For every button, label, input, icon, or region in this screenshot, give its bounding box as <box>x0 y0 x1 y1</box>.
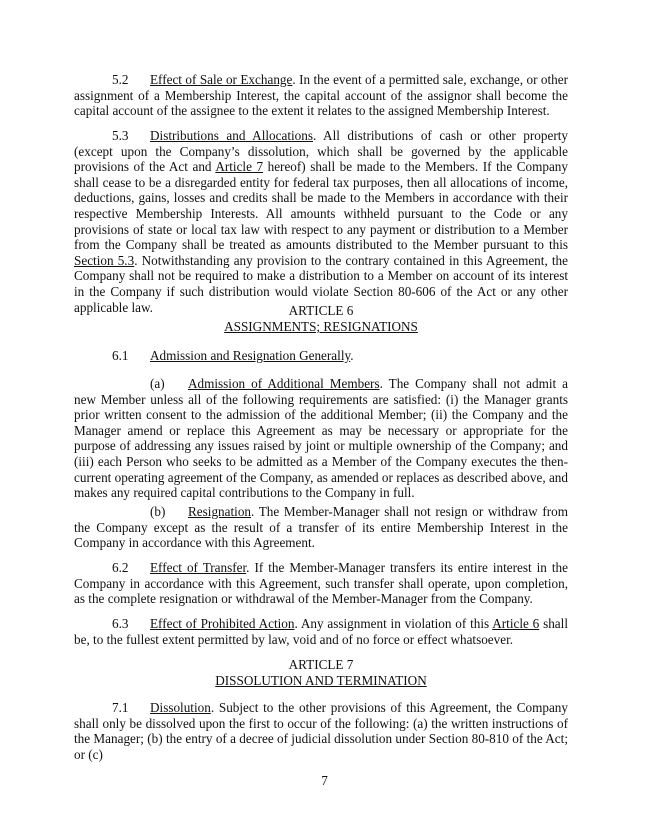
article-6-heading <box>74 319 568 335</box>
subsection-title: Admission of Additional Members <box>188 376 380 391</box>
subsection-6-1-b <box>74 504 568 551</box>
subsection-text: . The Member-Manager shall not resign or withdraw from the Company except as the result of a transfer of its entire Membership Interest in the Company in accordance with this Agreement. <box>74 504 568 551</box>
section-5-2 <box>74 72 568 119</box>
section-number: 6.3 <box>112 616 129 631</box>
section-text: . Any assignment in violation of this <box>294 616 493 631</box>
subsection-label: (a) <box>150 376 165 391</box>
cross-reference-section-5-3: Section 5.3 <box>74 252 135 268</box>
section-text: shall be, to the fullest extent permitted by law, void and of no force or effect whatsoever. <box>74 616 568 647</box>
section-6-1 <box>112 348 354 364</box>
article-7-title: DISSOLUTION AND TERMINATION <box>215 673 427 688</box>
subsection-title: Resignation <box>188 504 252 519</box>
section-text: . Notwithstanding any provision to the contrary contained in this Agreement, the Company shall not be required to make a distribution to a Member on account of its interest in the Company if such distribution would violate Section 80-606 of the Act or any other applicable law. <box>74 252 568 315</box>
section-text: . All distributions of cash or other property (except upon the Company’s dissolution, which shall be governed by the applicable provisions of the Act and <box>74 128 568 175</box>
section-title: Dissolution <box>150 700 211 715</box>
section-7-1 <box>74 700 568 762</box>
section-number: 6.1 <box>112 348 129 363</box>
article-6-title: ASSIGNMENTS; RESIGNATIONS <box>224 319 418 334</box>
page-number: 7 <box>321 773 328 788</box>
section-title: Effect of Sale or Exchange <box>150 72 293 87</box>
section-title: Effect of Transfer <box>150 560 247 575</box>
section-number: 5.3 <box>112 128 129 143</box>
subsection-text: . The Company shall not admit a new Member unless all of the following requirements are satisfied: (i) the Manager grants prior written consent to the admission of the additional Member; (ii) the Company and the Manager amend or replace this Agreement as may be necessary or appropriate for the purpose of addressing any issues raised by joint or multiple ownership of the Company; and (iii) each Person who seeks to be admitted as a Member of the Company executes the then-current operating agreement of the Company, as amended or replaces as described above, and makes any required capital contributions to the Company in full. <box>74 376 568 501</box>
section-text: hereof) shall be made to the Members. If the Company shall cease to be a disregarded entity for federal tax purposes, then all allocations of income, deductions, gains, losses and credits shall be made to the Members in accordance with their respective Membership Interests. All amounts withheld pursuant to the Code or any provisions of state or local tax law with respect to any payment or distribution to a Member from the Company shall be treated as amounts distributed to the Member pursuant to this <box>74 159 568 253</box>
section-text: . If the Member-Manager transfers its entire interest in the Company in accordance with this Agreement, such transfer shall operate, upon completion, as the complete resignation or withdrawal of the Member-Manager from the Company. <box>74 560 568 607</box>
section-number: 5.2 <box>112 72 129 87</box>
section-punct: . <box>350 348 354 363</box>
section-title: Admission and Resignation Generally <box>150 348 351 363</box>
section-text: . In the event of a permitted sale, exchange, or other assignment of a Membership Interest, the capital account of the assignor shall become the capital account of the assignee to the extent it relates to the assigned Membership Interest. <box>74 72 568 119</box>
article-6-label: ARTICLE 6 <box>288 303 354 318</box>
subsection-label: (b) <box>150 504 166 519</box>
section-title: Effect of Prohibited Action <box>150 616 295 631</box>
section-6-2 <box>74 560 568 607</box>
cross-reference-article-6: Article 6 <box>492 616 540 631</box>
section-number: 6.2 <box>112 560 129 575</box>
article-7-heading <box>74 673 568 689</box>
section-title: Distributions and Allocations <box>150 128 313 143</box>
section-number: 7.1 <box>112 700 129 715</box>
subsection-6-1-a <box>74 376 568 501</box>
cross-reference-article-7: Article 7 <box>215 159 264 175</box>
section-6-3 <box>74 616 568 647</box>
section-text: . Subject to the other provisions of this Agreement, the Company shall only be dissolved upon the first to occur of the following: (a) the written instructions of the Manager; (b) the entry of a decree of judicial dissolution under Section 80-810 of the Act; or (c) <box>74 700 568 762</box>
section-5-3 <box>74 128 568 315</box>
article-7-label: ARTICLE 7 <box>288 657 354 672</box>
